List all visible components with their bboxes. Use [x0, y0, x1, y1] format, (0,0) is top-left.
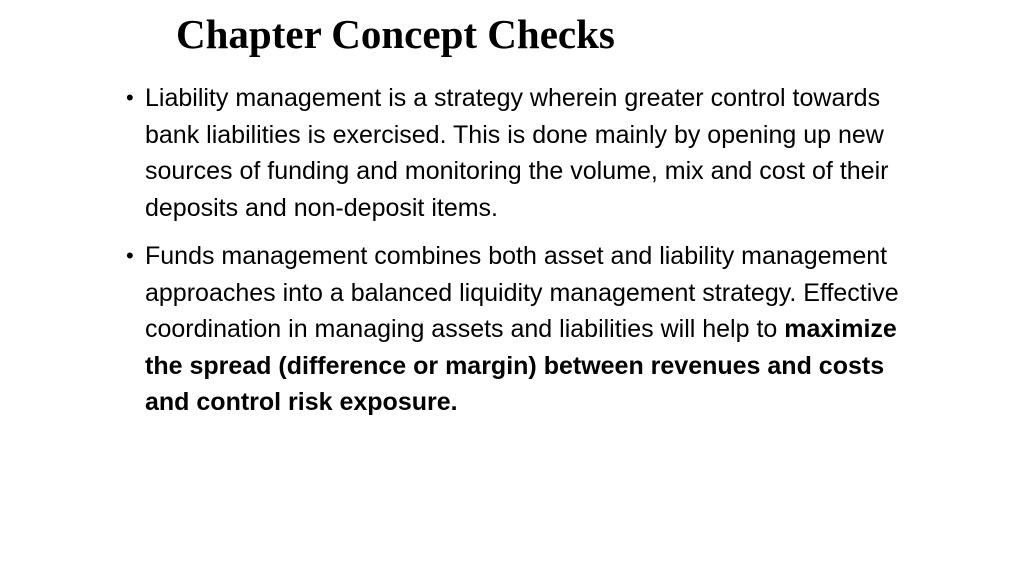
bullet-list — [126, 80, 926, 433]
bullet-item-liability-management — [126, 80, 926, 226]
bullet-emphasis-text: maximize the spread (difference or margin) between revenues and costs and control risk exposure. — [145, 315, 897, 416]
slide-title: Chapter Concept Checks — [176, 11, 615, 57]
bullet-text: Funds management combines both asset and liability management approaches into a balanced liquidity management strategy. Effective coordination in managing assets and liabilities will help to — [145, 242, 899, 343]
bullet-icon: • — [126, 85, 134, 110]
bullet-icon: • — [126, 243, 134, 268]
bullet-text: Liability management is a strategy wherein greater control towards bank liabilities is exercised. This is done mainly by opening up new sources of funding and monitoring the volume, mix and cost of their deposits and non-deposit items. — [145, 84, 889, 222]
bullet-item-funds-management — [126, 238, 926, 421]
